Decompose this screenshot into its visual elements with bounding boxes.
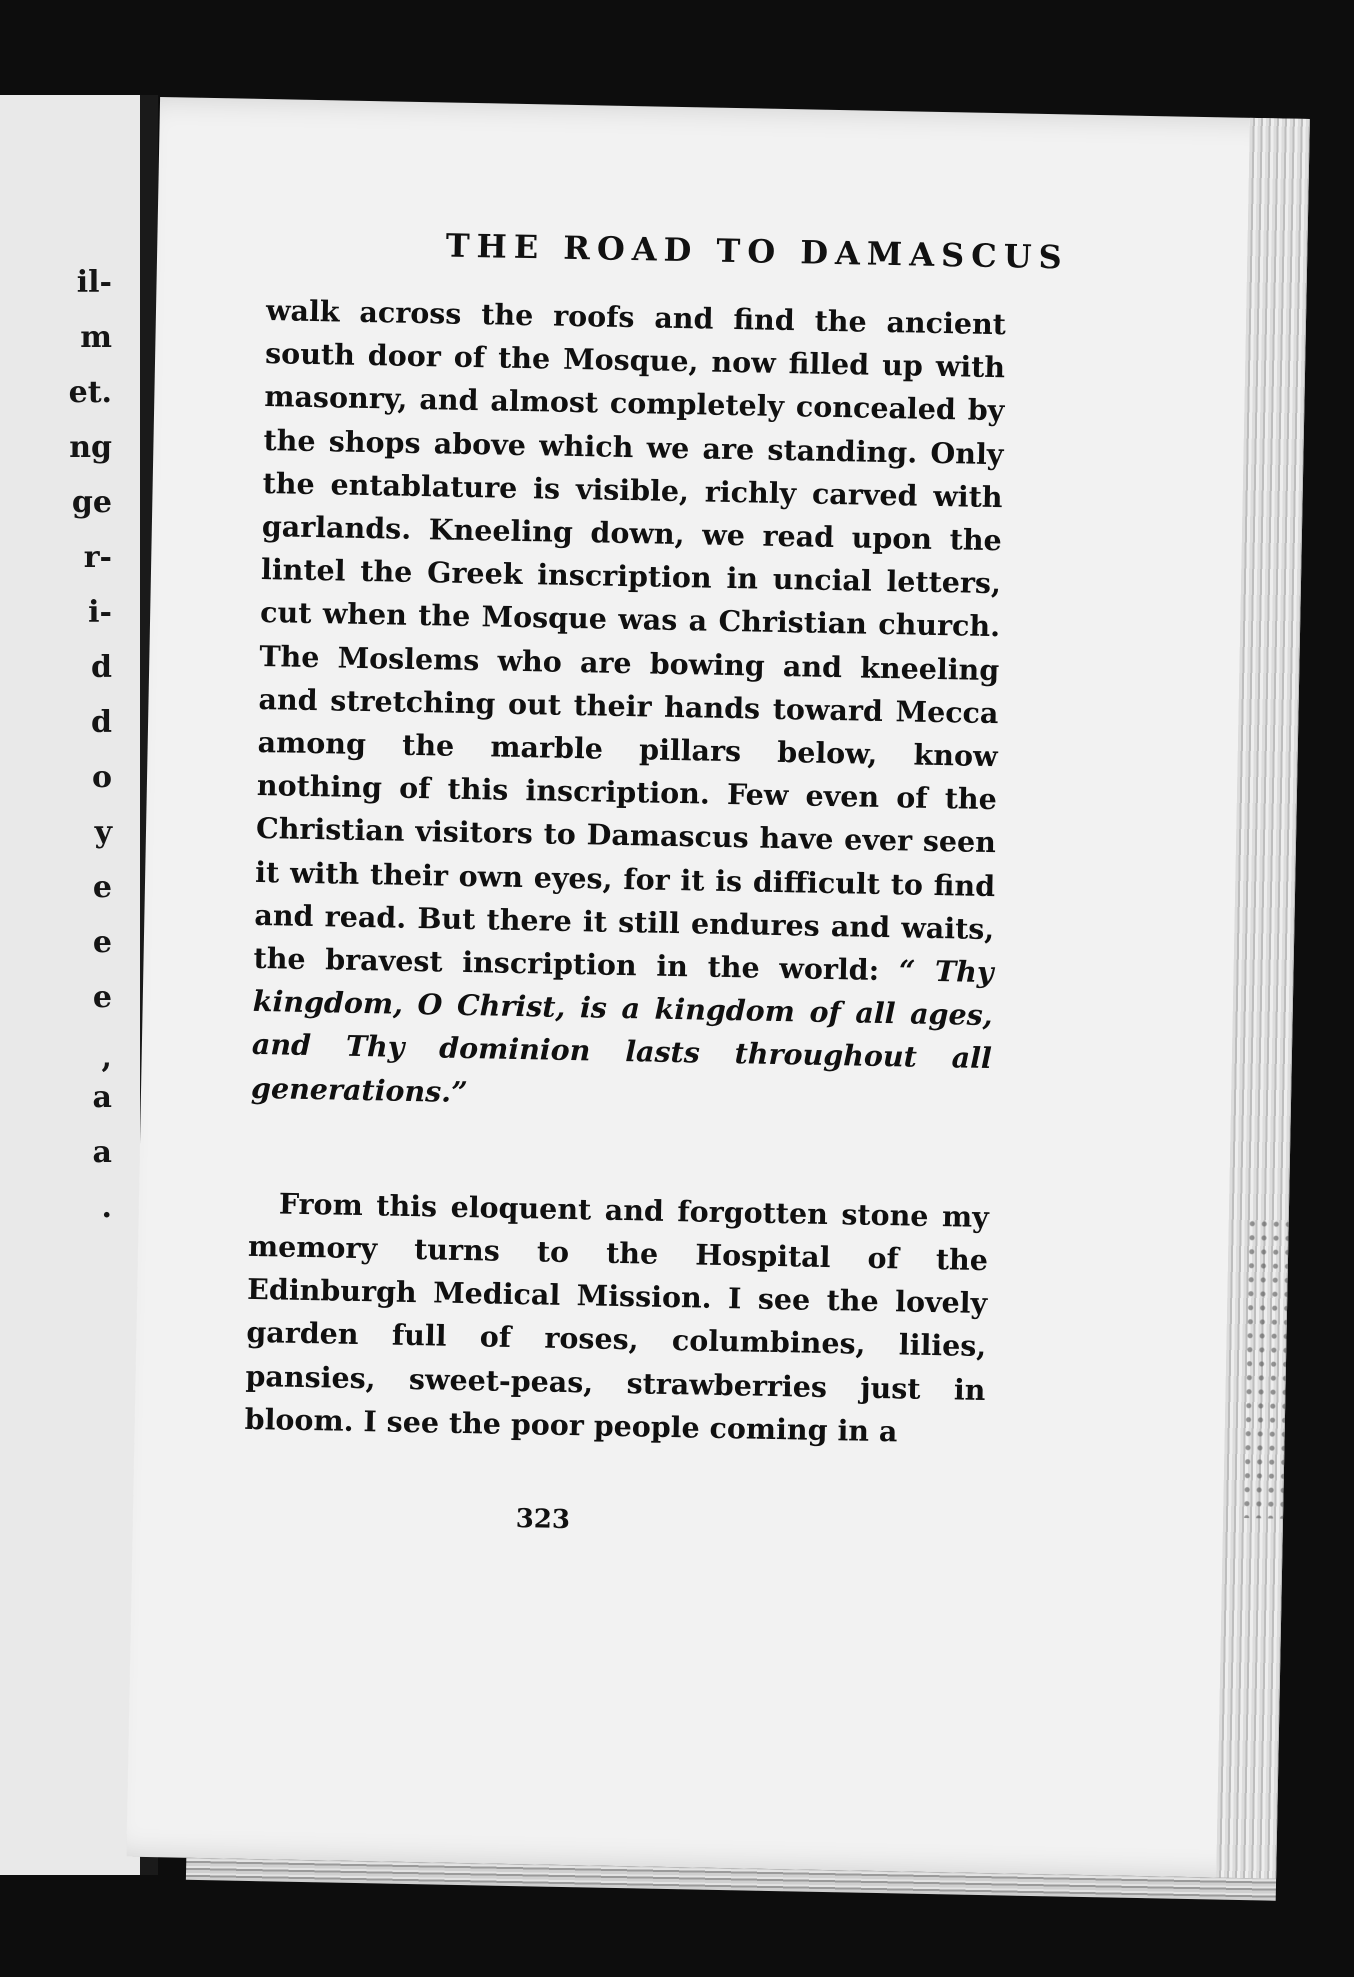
paragraph-2: From this eloquent and forgotten stone my memory turns to the Hospital of the Edinburgh Medical Mission. I see the lovely garden full of roses, columbines, lilies, pansies, sweet-peas, strawberries just in bloom. I see the poor people coming in a [244, 1186, 990, 1449]
scan-noise [1243, 1218, 1289, 1519]
facing-page-fragment: e [92, 980, 112, 1015]
paragraph-1 [251, 289, 1007, 1124]
facing-page-fragment: et. [68, 375, 112, 410]
facing-page-fragment: e [92, 870, 112, 905]
page-bottom-edge [186, 1858, 1276, 1901]
facing-page-fragment: r- [83, 540, 112, 575]
facing-page-fragment: . [101, 1190, 112, 1225]
facing-page-fragment: ng [69, 430, 112, 465]
paragraph-1-text: walk across the roofs and find the ancient south door of the Mosque, now filled up with masonry, and almost completely concealed by the shops above which we are standing. Only the entablature is visible, richly carved with garlands. Kneeling down, we read upon the lintel the Greek inscription in uncial letters, cut when the Mosque was a Christian church. The Moslems who are bowing and kneeling and stretching out their hands toward Mecca among the marble pillars below, know nothing of this inscription. Few even of the Christian visitors to Damascus have ever seen it with their own eyes, for it is difficult to find and read. But there it still endures and waits, the bravest inscription in the world: [253, 293, 1007, 988]
facing-page-fragment: y [94, 815, 112, 850]
facing-page-fragment: a [92, 1080, 112, 1115]
facing-page-fragment: d [91, 650, 112, 685]
page-stack-edge [1216, 118, 1310, 1879]
facing-page-fragment: m [80, 320, 112, 355]
facing-page-fragment: o [91, 760, 112, 795]
running-head: THE ROAD TO DAMASCUS [445, 226, 1070, 277]
facing-page-fragment: , [101, 1040, 112, 1075]
facing-page-fragment: d [91, 705, 112, 740]
facing-page-fragment: il- [76, 265, 112, 300]
facing-page-fragment: i- [88, 595, 112, 630]
book-page [126, 97, 1310, 1879]
facing-page-fragment: ge [71, 485, 112, 520]
facing-page-fragment: e [92, 925, 112, 960]
page-number: 323 [515, 1504, 571, 1536]
facing-page-fragment: a [92, 1135, 112, 1170]
inscription-quote: “ Thy kingdom, O Christ, is a kingdom of all ages, and Thy dominion lasts throughout all generations.” [250, 953, 994, 1109]
body-text [244, 289, 1006, 1455]
facing-page-edge [0, 95, 140, 1875]
